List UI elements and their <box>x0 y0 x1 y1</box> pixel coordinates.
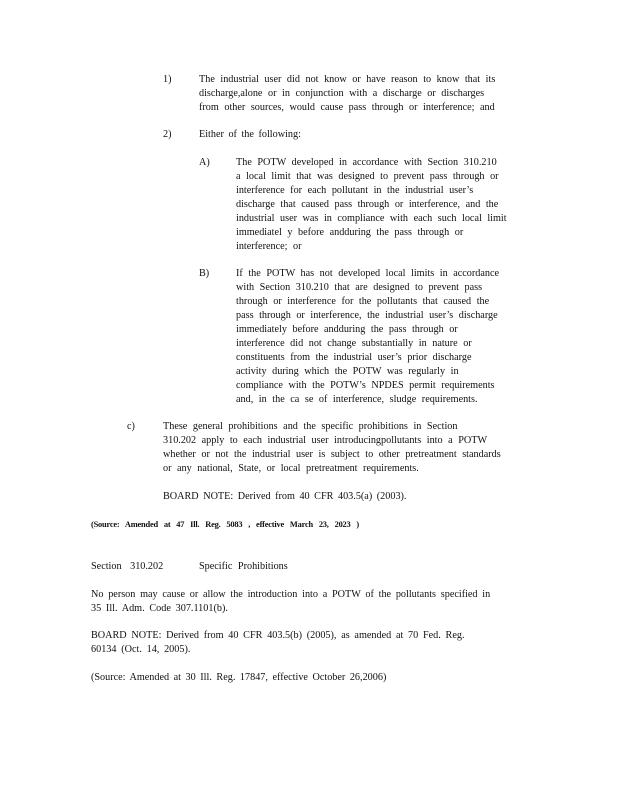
item-b-line: constituents from the industrial user’s prior discharge <box>236 352 472 363</box>
item-2-marker: 2) <box>163 129 172 140</box>
item-1-text <box>199 73 495 115</box>
section-body <box>91 588 490 616</box>
item-c-line: whether or not the industrial user is subject to other pretreatment standards <box>163 449 501 460</box>
section-title: Specific Prohibitions <box>199 561 288 572</box>
section-number: Section 310.202 <box>91 561 164 572</box>
item-1-line: from other sources, would cause pass through or interference; and <box>199 102 495 113</box>
source-note-1: (Source: Amended at 47 Ill. Reg. 5083 , effective March 23, 2023 ) <box>91 520 360 529</box>
board-note-2-line: 60134 (Oct. 14, 2005). <box>91 644 191 655</box>
item-2-text: Either of the following: <box>199 129 301 140</box>
item-a-line: a local limit that was designed to prevent pass through or <box>236 171 499 182</box>
item-1-line: discharge,alone or in conjunction with a discharge or discharges <box>199 88 485 99</box>
item-b-line: pass through or interference, the industrial user’s discharge <box>236 310 498 321</box>
item-b-line: immediately before andduring the pass through or <box>236 324 458 335</box>
item-1-line: The industrial user did not know or have reason to know that its <box>199 74 496 85</box>
item-a-line: interference for each pollutant in the industrial user’s <box>236 185 474 196</box>
item-b-text <box>236 267 499 407</box>
item-b-line: activity during which the POTW was regularly in <box>236 366 459 377</box>
item-c-marker: c) <box>127 421 135 432</box>
item-1-marker: 1) <box>163 74 172 85</box>
item-c-text <box>163 420 501 476</box>
item-a-line: interference; or <box>236 241 302 252</box>
item-c-line: These general prohibitions and the specific prohibitions in Section <box>163 421 458 432</box>
item-a-line: industrial user was in compliance with each such local limit <box>236 213 507 224</box>
board-note-2-line: BOARD NOTE: Derived from 40 CFR 403.5(b) (2005), as amended at 70 Fed. Reg. <box>91 630 465 641</box>
section-body-line: No person may cause or allow the introduction into a POTW of the pollutants specified in <box>91 589 491 600</box>
item-b-marker: B) <box>199 268 210 279</box>
item-b-line: with Section 310.210 that are designed to prevent pass <box>236 282 483 293</box>
item-a-line: immediatel y before andduring the pass through or <box>236 227 464 238</box>
item-a-marker: A) <box>199 157 210 168</box>
item-b-line: If the POTW has not developed local limits in accordance <box>236 268 500 279</box>
section-body-line: 35 Ill. Adm. Code 307.1101(b). <box>91 603 228 614</box>
board-note-1: BOARD NOTE: Derived from 40 CFR 403.5(a) (2003). <box>163 491 407 502</box>
item-b-line: and, in the ca se of interference, sludge requirements. <box>236 394 478 405</box>
item-c-line: 310.202 apply to each industrial user introducingpollutants into a POTW <box>163 435 488 446</box>
item-a-text <box>236 156 507 254</box>
item-b-line: interference did not change substantially in nature or <box>236 338 472 349</box>
item-b-line: through or interference for the pollutants that caused the <box>236 296 490 307</box>
item-a-line: discharge that caused pass through or interference, and the <box>236 199 499 210</box>
board-note-2 <box>91 629 465 657</box>
item-b-line: compliance with the POTW’s NPDES permit requirements <box>236 380 495 391</box>
item-a-line: The POTW developed in accordance with Section 310.210 <box>236 157 497 168</box>
item-c-line: or any national, State, or local pretreatment requirements. <box>163 463 419 474</box>
source-note-2: (Source: Amended at 30 Ill. Reg. 17847, effective October 26,2006) <box>91 672 387 683</box>
